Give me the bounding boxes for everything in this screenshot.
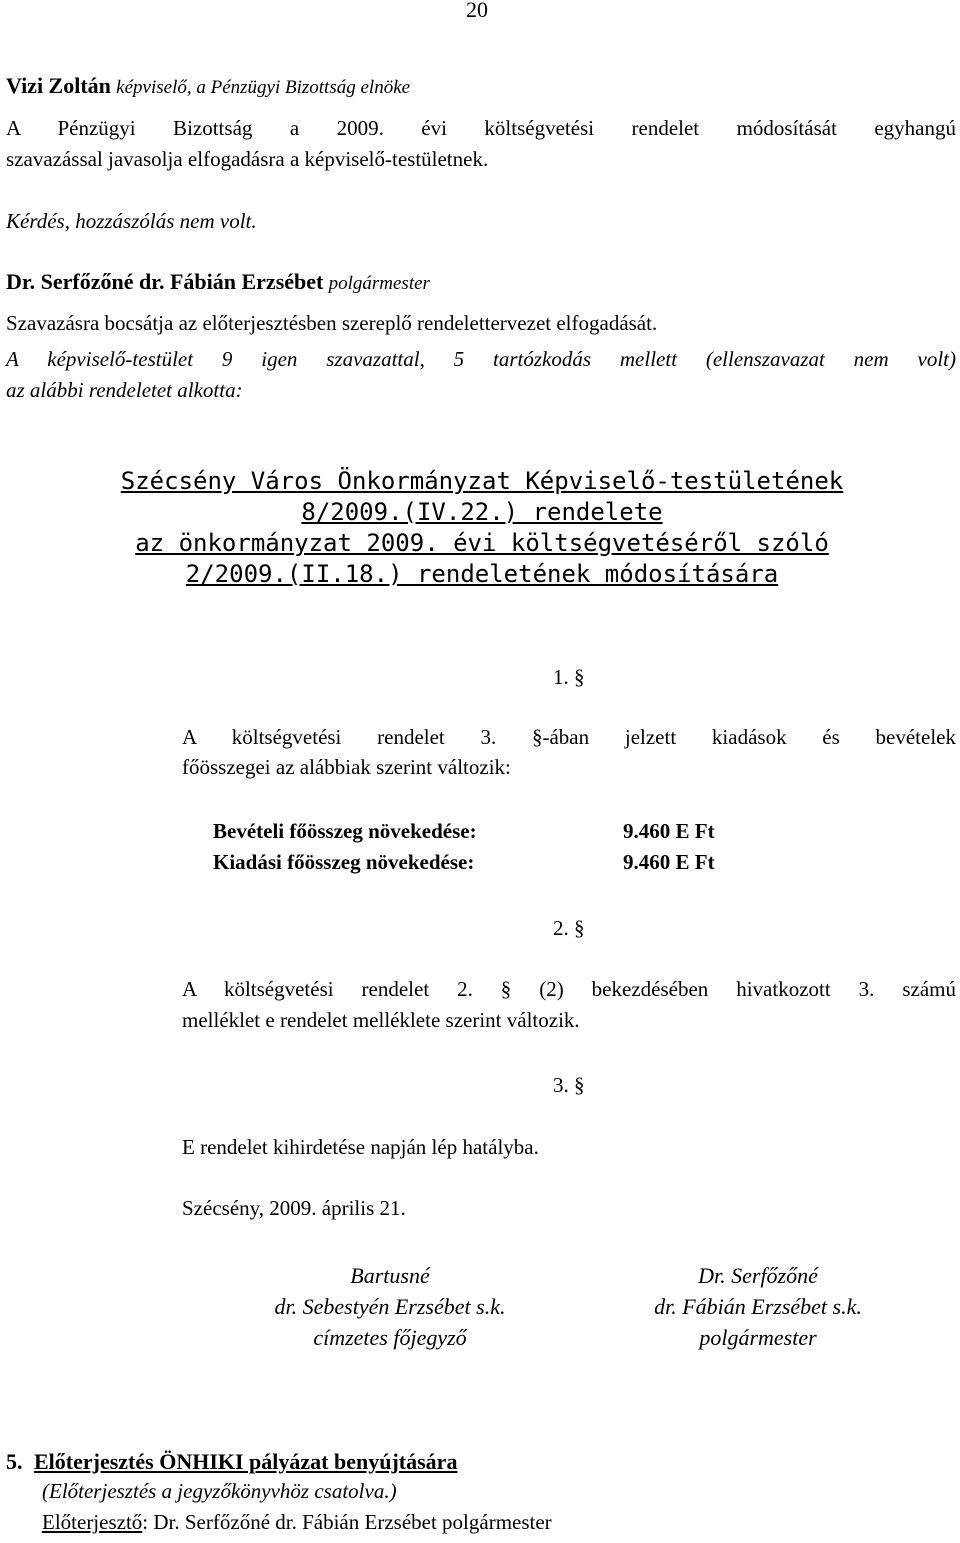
section3-text: E rendelet kihirdetése napján lép hatályba. — [182, 1135, 539, 1159]
budget-row-value: 9.460 E Ft — [623, 819, 715, 843]
speaker-line — [6, 72, 410, 100]
committee-paragraph-line1: A Pénzügyi Bizottság a 2009. évi költségvetési rendelet módosítását egyhangú — [6, 116, 956, 140]
section-heading: 3. § — [553, 1073, 585, 1097]
agenda-item-title: Előterjesztés ÖNHIKI pályázat benyújtására — [34, 1449, 458, 1474]
agenda-item-note: (Előterjesztés a jegyzőkönyvhöz csatolva.) — [42, 1479, 397, 1503]
page-number: 20 — [466, 0, 488, 22]
budget-row-label: Bevételi főösszeg növekedése: — [213, 819, 477, 843]
committee-paragraph-line2: szavazással javasolja elfogadásra a képviselő-testületnek. — [6, 147, 489, 171]
ordinance-title-line: Szécsény Város Önkormányzat Képviselő-testületének — [120, 467, 844, 495]
signature-line: dr. Sebestyén Erzsébet s.k. — [274, 1294, 506, 1319]
place-date: Szécsény, 2009. április 21. — [182, 1196, 406, 1220]
agenda-item-number: 5. — [6, 1449, 23, 1474]
speaker-line — [6, 268, 430, 296]
decision-line1: A képviselő-testület 9 igen szavazattal, 5 tartózkodás mellett (ellenszavazat nem volt) — [6, 347, 956, 371]
signature-line: Bartusné — [350, 1263, 430, 1288]
signature-block-clerk — [240, 1260, 540, 1353]
ordinance-title-line: 2/2009.(II.18.) rendeletének módosítására — [185, 560, 779, 588]
speaker-name: Vizi Zoltán — [6, 73, 111, 98]
section-heading: 1. § — [553, 665, 585, 689]
signature-line: dr. Fábián Erzsébet s.k. — [654, 1294, 862, 1319]
section1-line2: főösszegei az alábbiak szerint változik: — [182, 755, 511, 779]
speaker-role: képviselő, a Pénzügyi Bizottság elnöke — [116, 77, 411, 98]
question-note: Kérdés, hozzászólás nem volt. — [6, 209, 257, 233]
agenda-item-heading — [6, 1448, 457, 1476]
decision-line2: az alábbi rendeletet alkotta: — [6, 378, 243, 402]
agenda-item-presenter — [42, 1509, 552, 1535]
signature-line: Dr. Serfőzőné — [698, 1263, 818, 1288]
budget-row-value: 9.460 E Ft — [623, 850, 715, 874]
signature-block-mayor — [608, 1260, 908, 1353]
ordinance-title — [0, 466, 960, 590]
budget-row-expense — [213, 849, 474, 875]
section2-line1: A költségvetési rendelet 2. § (2) bekezdésében hivatkozott 3. számú — [182, 977, 956, 1001]
speaker-role: polgármester — [328, 273, 430, 294]
signature-line: címzetes főjegyző — [313, 1325, 467, 1350]
budget-row-label: Kiadási főösszeg növekedése: — [213, 850, 475, 874]
section1-line1: A költségvetési rendelet 3. §-ában jelzett kiadások és bevételek — [182, 725, 956, 749]
signature-line: polgármester — [699, 1325, 817, 1350]
presenter-name: : Dr. Serfőzőné dr. Fábián Erzsébet polgármester — [142, 1510, 552, 1534]
ordinance-title-line: az önkormányzat 2009. évi költségvetéséről szóló — [135, 529, 829, 557]
section2-line2: melléklet e rendelet melléklete szerint változik. — [182, 1008, 580, 1032]
vote-call: Szavazásra bocsátja az előterjesztésben szereplő rendelettervezet elfogadását. — [6, 311, 658, 335]
budget-row-revenue — [213, 818, 477, 844]
section-heading: 2. § — [553, 916, 585, 940]
ordinance-title-line: 8/2009.(IV.22.) rendelete — [301, 498, 663, 526]
speaker-name: Dr. Serfőzőné dr. Fábián Erzsébet — [6, 269, 324, 294]
presenter-label: Előterjesztő — [42, 1510, 143, 1534]
